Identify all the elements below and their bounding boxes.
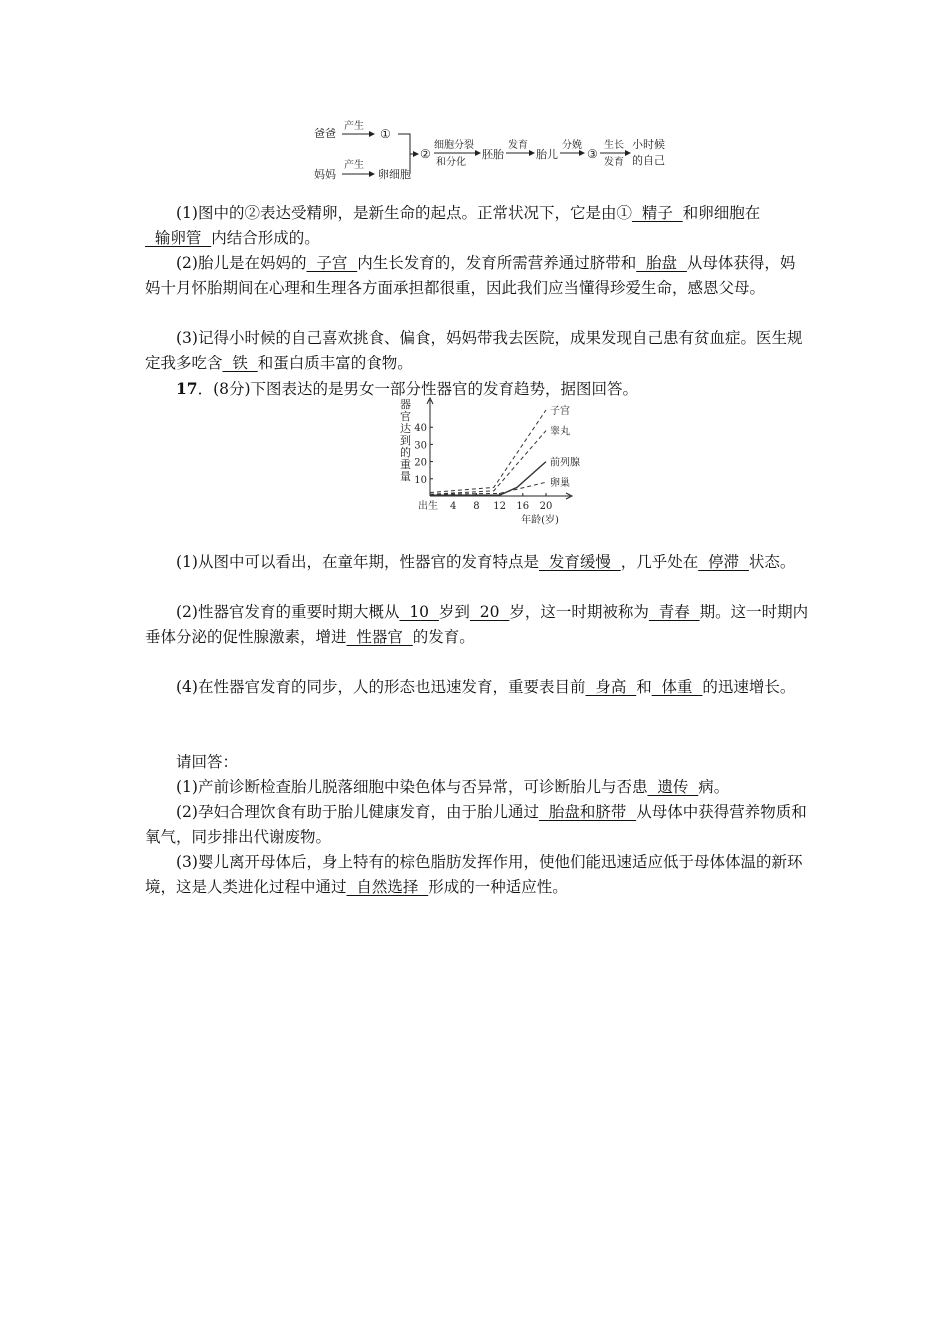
answer-blank: 自然选择: [346, 878, 429, 896]
q16-part-3: (3)记得小时候的自己喜欢挑食、偏食，妈妈带我去医院，成果发现自己患有贫血症。医生规定我多吃含 铁 和蛋白质丰富的食物。: [145, 329, 803, 372]
y-tick-label: 40: [414, 423, 427, 435]
flow-child-1: 小时候: [632, 138, 665, 151]
y-tick-label: 30: [414, 440, 427, 452]
answer-blank: 体重: [651, 678, 703, 696]
series-label-4: 卵巢: [550, 478, 570, 490]
flow-grow: 生长: [604, 140, 624, 151]
answer-blank: 输卵管: [145, 229, 212, 247]
y-axis-label-char: 到: [400, 434, 411, 447]
series-line-2: [430, 431, 546, 495]
answer-blank: 青春: [648, 603, 700, 621]
flow-child-2: 的自己: [632, 154, 665, 167]
flow-egg: 卵细胞: [378, 168, 411, 181]
flow-produce-2: 产生: [344, 160, 364, 171]
y-axis-label-char: 量: [400, 470, 411, 483]
flow-circle-3: ③: [587, 147, 598, 161]
x-tick-label: 出生: [418, 501, 438, 512]
flow-produce-1: 产生: [344, 121, 364, 132]
x-axis-label: 年龄(岁): [521, 515, 559, 526]
y-axis-label-char: 重: [400, 458, 411, 471]
answer-blank: 身高: [585, 678, 637, 696]
answer-blank: 发育缓慢: [538, 553, 621, 571]
flow-develop-2: 发育: [604, 157, 624, 168]
x-tick-label: 12: [493, 501, 506, 512]
y-tick-label: 20: [414, 457, 427, 469]
series-line-1: [430, 410, 546, 493]
answer-blank: 铁: [222, 354, 258, 372]
series-label-1: 子宫: [550, 406, 570, 417]
q17-part-2: (2)性器官发育的重要时期大概从 10 岁到 20 岁，这一时期被称为 青春 期。这一时期内垂体分泌的促性腺激素，增进 性器官 的发育。: [145, 603, 809, 646]
answer-blank: 遗传: [647, 778, 699, 796]
q17-part-4: (4)在性器官发育的同步，人的形态也迅速发育，重要表目前 身高 和 体重 的迅速增长。: [176, 678, 796, 696]
x-tick-label: 20: [539, 501, 553, 512]
answer-blank: 子宫: [306, 254, 358, 272]
organ-growth-chart: [388, 396, 608, 532]
flow-split-2: 和分化: [436, 157, 466, 168]
q17-title: 17．(8分)下图表达的是男女一部分性器官的发育趋势，据图回答。: [176, 379, 639, 398]
series-line-3: [430, 462, 546, 496]
q18-part-1: (1)产前诊断检查胎儿脱落细胞中染色体与否异常，可诊断胎儿与否患 遗传 病。: [176, 778, 730, 796]
y-axis-label-char: 器: [400, 398, 411, 411]
flow-split-1: 细胞分裂: [434, 140, 474, 151]
y-axis-label-char: 达: [400, 422, 411, 435]
answer-blank: 性器官: [346, 628, 413, 646]
flow-mom: 妈妈: [314, 168, 336, 181]
flow-dad: 爸爸: [314, 127, 336, 140]
answer-blank: 精子: [631, 204, 683, 222]
q16-part-1: (1)图中的②表达受精卵，是新生命的起点。正常状况下，它是由① 精子 和卵细胞在 输卵管 内结合形成的。: [145, 204, 761, 247]
flow-develop: 发育: [508, 140, 528, 151]
flow-fetus: 胎儿: [536, 148, 558, 161]
q18-part-3: (3)婴儿离开母体后，身上特有的棕色脂肪发挥作用，使他们能迅速适应低于母体体温的新环境，这是人类进化过程中通过 自然选择 形成的一种适应性。: [145, 853, 803, 896]
answer-blank: 胎盘: [636, 254, 687, 272]
y-axis-label-char: 的: [400, 446, 411, 459]
series-label-3: 前列腺: [550, 457, 580, 469]
answer-blank: 停滞: [698, 553, 749, 571]
flow-circle-2: ②: [420, 147, 431, 161]
flow-birth: 分娩: [562, 140, 582, 151]
x-tick-label: 8: [473, 501, 480, 512]
q18-part-2: (2)孕妇合理饮食有助于胎儿健康发育，由于胎儿通过 胎盘和脐带 从母体中获得营养物质和氧气，同步排出代谢废物。: [145, 803, 807, 846]
answer-blank: 20: [469, 603, 510, 621]
flow-circle-1: ①: [380, 127, 391, 141]
y-tick-label: 10: [414, 474, 427, 486]
q16-part-2: (2)胎儿是在妈妈的 子宫 内生长发育的，发育所需营养通过脐带和 胎盘 从母体获得，妈妈十月怀胎期间在心理和生理各方面承担都很重，因此我们应当懂得珍爱生命，感恩父母。: [145, 254, 796, 297]
answer-blank: 胎盘和脐带: [538, 803, 637, 821]
flow-embryo: 胚胎: [482, 148, 504, 161]
q18-intro: 请回答：: [176, 753, 239, 771]
x-tick-label: 16: [516, 501, 530, 512]
series-label-2: 睾丸: [550, 426, 570, 438]
answer-blank: 10: [399, 603, 439, 621]
y-axis-label-char: 官: [400, 410, 411, 423]
reproduction-flow-diagram: [300, 118, 680, 188]
q17-part-1: (1)从图中可以看出，在童年期，性器官的发育特点是 发育缓慢 ，几乎处在 停滞 状态。: [176, 553, 796, 571]
x-tick-label: 4: [450, 501, 457, 512]
